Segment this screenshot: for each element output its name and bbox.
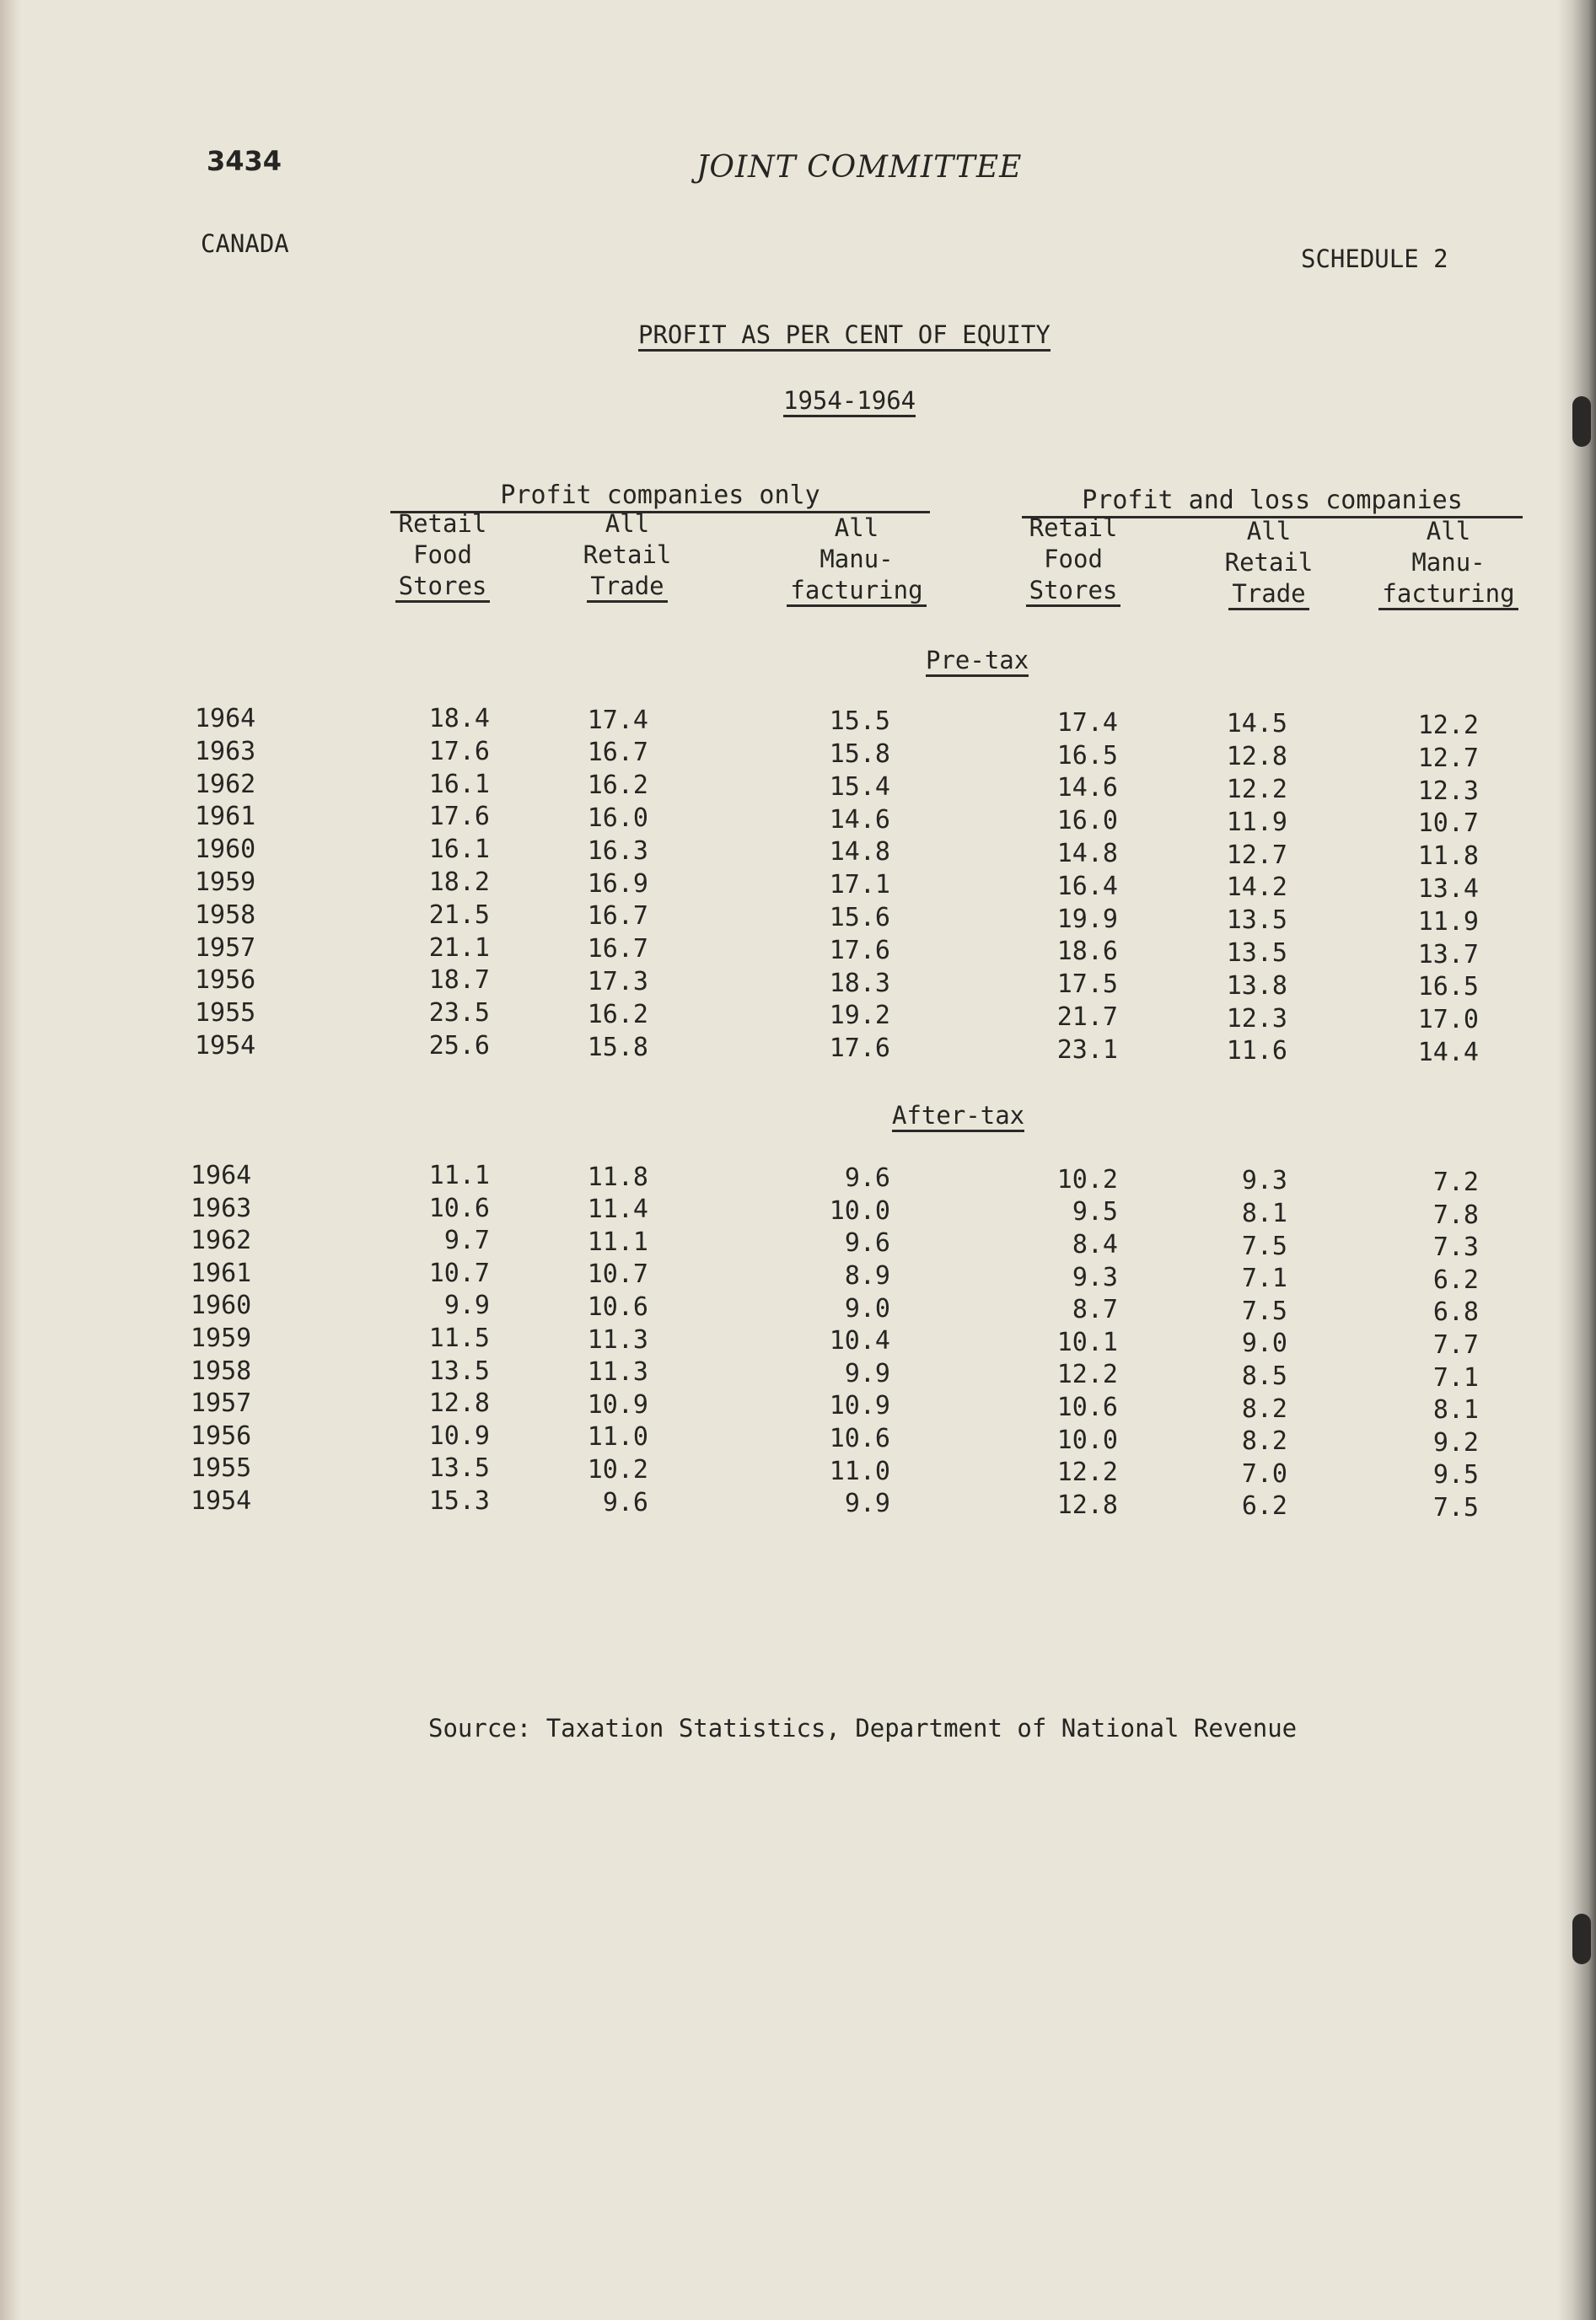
table-cell: 9.7: [443, 1226, 490, 1256]
table-cell: 7.5: [1241, 1231, 1287, 1261]
column-header-line: Trade: [1228, 579, 1309, 610]
table-cell: 15.3: [428, 1486, 490, 1516]
table-cell: 10.7: [1417, 808, 1479, 839]
table-cell: 12.7: [1226, 840, 1287, 870]
table-cell: 15.4: [829, 771, 890, 802]
table-cell: 23.5: [428, 998, 490, 1028]
column-header-line: Stores: [1026, 576, 1121, 607]
table-cell: 9.5: [1432, 1460, 1479, 1490]
column-header-line: Trade: [587, 572, 667, 603]
table-cell: 9.2: [1432, 1427, 1479, 1458]
page-edge-left: [0, 0, 22, 2320]
column-header-line: Retail: [398, 509, 487, 538]
table-cell: 18.6: [1056, 937, 1118, 967]
running-title: JOINT COMMITTEE: [696, 150, 1023, 185]
table-cell: 14.5: [1226, 709, 1287, 739]
page-number: 3434: [207, 145, 282, 177]
table-cell: 14.2: [1226, 873, 1287, 903]
column-header-1: [341, 508, 544, 603]
row-year: 1960: [195, 835, 256, 865]
source-text: Taxation Statistics, Department of National Revenue: [545, 1714, 1298, 1743]
row-year: 1957: [191, 1388, 252, 1419]
table-cell: 9.9: [844, 1489, 890, 1519]
table-cell: 17.3: [587, 967, 648, 996]
table-cell: 14.4: [1417, 1038, 1479, 1067]
table-cell: 11.0: [829, 1456, 890, 1486]
table-cell: 16.5: [1056, 740, 1118, 771]
table-cell: 16.4: [1056, 871, 1118, 901]
row-year: 1954: [191, 1486, 252, 1516]
table-cell: 7.2: [1432, 1168, 1479, 1197]
row-year: 1957: [195, 932, 256, 963]
source-label: Source:: [428, 1714, 532, 1743]
table-cell: 17.6: [428, 802, 490, 832]
table-cell: 11.5: [428, 1324, 490, 1353]
table-cell: 10.9: [587, 1389, 648, 1420]
table-cell: 10.9: [428, 1420, 490, 1451]
table-cell: 8.7: [1072, 1295, 1118, 1325]
column-header-4: [972, 513, 1174, 607]
table-cell: 10.0: [829, 1195, 890, 1226]
table-cell: 25.6: [428, 1031, 490, 1061]
table-cell: 17.4: [1056, 707, 1118, 738]
column-header-line: All: [605, 509, 650, 538]
table-cell: 6.2: [1432, 1265, 1479, 1295]
table-cell: 10.6: [1056, 1393, 1118, 1422]
table-cell: 8.2: [1241, 1426, 1287, 1457]
column-header-line: Stores: [395, 572, 491, 603]
table-cell: 17.4: [587, 705, 648, 735]
table-cell: 16.2: [587, 999, 648, 1029]
table-cell: 15.5: [829, 706, 890, 737]
table-cell: 10.4: [829, 1326, 890, 1356]
country-label: CANADA: [201, 229, 289, 258]
table-cell: 16.2: [587, 771, 648, 801]
table-cell: 12.2: [1417, 711, 1479, 740]
table-cell: 8.5: [1241, 1361, 1287, 1391]
table-cell: 21.1: [428, 932, 490, 963]
table-cell: 7.8: [1432, 1200, 1479, 1230]
table-cell: 8.4: [1072, 1230, 1118, 1259]
table-cell: 14.8: [1056, 839, 1118, 868]
column-header-line: Food: [413, 540, 472, 569]
table-cell: 17.5: [1056, 969, 1118, 1000]
table-cell: 9.9: [844, 1358, 890, 1388]
column-header-line: Retail: [583, 540, 672, 569]
table-cell: 13.5: [428, 1453, 490, 1484]
row-year: 1959: [191, 1324, 252, 1353]
table-cell: 16.7: [587, 934, 648, 964]
table-cell: 16.7: [587, 738, 648, 768]
group-profit-only: Profit companies only: [390, 481, 930, 513]
table-cell: 18.2: [428, 867, 490, 897]
group-profit-and-loss: Profit and loss companies: [1022, 486, 1523, 518]
table-cell: 11.8: [1417, 841, 1479, 872]
column-header-6: [1347, 516, 1550, 610]
table-cell: 15.8: [829, 739, 890, 769]
table-cell: 23.1: [1056, 1034, 1118, 1065]
row-year: 1964: [195, 704, 256, 733]
table-cell: 7.7: [1432, 1330, 1479, 1360]
table-cell: 10.6: [587, 1292, 648, 1322]
table-cell: 9.3: [1072, 1262, 1118, 1292]
column-header-line: facturing: [1378, 579, 1518, 610]
table-cell: 21.7: [1056, 1002, 1118, 1032]
table-cell: 7.5: [1241, 1296, 1287, 1326]
table-cell: 18.7: [428, 965, 490, 996]
binder-clip-bottom: [1572, 1914, 1591, 1964]
column-header-line: All: [834, 513, 879, 542]
table-cell: 19.9: [1056, 904, 1118, 934]
table-cell: 8.2: [1241, 1394, 1287, 1424]
section-label-pre-tax: Pre-tax: [926, 646, 1029, 677]
table-cell: 6.8: [1432, 1297, 1479, 1328]
column-header-3: [755, 513, 958, 607]
row-year: 1961: [195, 802, 256, 832]
row-year: 1956: [191, 1420, 252, 1451]
table-cell: 12.7: [1417, 743, 1479, 773]
column-header-2: [526, 508, 728, 603]
table-cell: 10.7: [587, 1259, 648, 1290]
table-cell: 6.2: [1241, 1491, 1287, 1522]
column-header-5: [1168, 516, 1370, 610]
row-year: 1961: [191, 1258, 252, 1288]
table-title: PROFIT AS PER CENT OF EQUITY: [638, 320, 1051, 352]
table-cell: 11.4: [587, 1195, 648, 1225]
table-cell: 14.8: [829, 837, 890, 867]
table-cell: 16.7: [587, 901, 648, 932]
table-cell: 8.9: [844, 1261, 890, 1291]
table-cell: 16.3: [587, 835, 648, 866]
table-cell: 13.5: [428, 1356, 490, 1386]
column-header-line: Manu-: [819, 545, 894, 573]
table-cell: 12.8: [1226, 742, 1287, 772]
column-header-line: All: [1426, 517, 1471, 545]
table-cell: 17.6: [428, 736, 490, 766]
table-cell: 10.0: [1056, 1425, 1118, 1455]
row-year: 1959: [195, 867, 256, 897]
table-cell: 13.7: [1417, 939, 1479, 969]
table-period: 1954-1964: [783, 386, 916, 417]
row-year: 1955: [191, 1453, 252, 1484]
section-label-after-tax: After-tax: [892, 1101, 1024, 1132]
table-cell: 12.8: [1056, 1490, 1118, 1520]
table-cell: 7.5: [1432, 1493, 1479, 1522]
column-header-line: Retail: [1029, 513, 1118, 542]
table-cell: 9.0: [844, 1293, 890, 1324]
column-header-line: Retail: [1224, 548, 1314, 577]
table-cell: 11.6: [1226, 1036, 1287, 1066]
row-year: 1963: [191, 1193, 252, 1223]
table-cell: 12.2: [1056, 1360, 1118, 1390]
table-cell: 11.3: [587, 1357, 648, 1388]
table-cell: 11.1: [428, 1161, 490, 1190]
table-cell: 12.2: [1056, 1458, 1118, 1488]
table-cell: 15.8: [587, 1032, 648, 1062]
table-cell: 10.6: [428, 1193, 490, 1223]
table-cell: 17.1: [829, 870, 890, 900]
table-cell: 14.6: [1056, 773, 1118, 803]
table-cell: 9.0: [1241, 1329, 1287, 1359]
table-cell: 9.6: [844, 1228, 890, 1259]
table-cell: 21.5: [428, 900, 490, 930]
table-cell: 11.3: [587, 1324, 648, 1355]
table-cell: 14.6: [829, 804, 890, 835]
table-cell: 19.2: [829, 1001, 890, 1031]
binder-clip-top: [1572, 396, 1591, 447]
table-cell: 13.5: [1226, 905, 1287, 936]
column-header-line: All: [1246, 517, 1292, 545]
table-cell: 16.0: [1056, 806, 1118, 836]
table-cell: 8.1: [1241, 1199, 1287, 1228]
table-cell: 10.2: [1056, 1164, 1118, 1195]
table-cell: 16.9: [587, 868, 648, 899]
table-cell: 17.6: [829, 935, 890, 965]
table-cell: 7.1: [1241, 1264, 1287, 1294]
table-cell: 12.8: [428, 1388, 490, 1419]
row-year: 1960: [191, 1291, 252, 1321]
table-cell: 10.2: [587, 1455, 648, 1485]
table-cell: 13.8: [1226, 970, 1287, 1001]
table-cell: 12.2: [1226, 775, 1287, 804]
table-cell: 18.4: [428, 704, 490, 733]
row-year: 1964: [191, 1161, 252, 1190]
table-cell: 16.1: [428, 769, 490, 799]
table-cell: 7.3: [1432, 1232, 1479, 1263]
table-cell: 17.6: [829, 1034, 890, 1064]
table-cell: 10.1: [1056, 1327, 1118, 1357]
table-cell: 12.3: [1226, 1003, 1287, 1034]
schedule-label: SCHEDULE 2: [1301, 244, 1448, 273]
table-cell: 13.4: [1417, 874, 1479, 904]
row-year: 1958: [195, 900, 256, 930]
table-cell: 16.1: [428, 835, 490, 865]
row-year: 1956: [195, 965, 256, 996]
table-cell: 10.7: [428, 1258, 490, 1288]
table-cell: 16.0: [587, 803, 648, 833]
table-cell: 18.3: [829, 968, 890, 998]
column-header-line: Manu-: [1411, 548, 1486, 577]
row-year: 1955: [195, 998, 256, 1028]
column-header-line: facturing: [787, 576, 926, 607]
source-line: [428, 1714, 1297, 1743]
page-edge-right: [1557, 0, 1596, 2320]
table-cell: 9.3: [1241, 1166, 1287, 1196]
row-year: 1954: [195, 1031, 256, 1061]
row-year: 1958: [191, 1356, 252, 1386]
table-cell: 16.5: [1417, 972, 1479, 1002]
table-cell: 15.6: [829, 903, 890, 932]
table-cell: 11.1: [587, 1227, 648, 1257]
table-cell: 7.0: [1241, 1458, 1287, 1489]
table-cell: 11.9: [1226, 807, 1287, 837]
table-cell: 13.5: [1226, 938, 1287, 968]
table-cell: 12.3: [1417, 776, 1479, 806]
table-cell: 11.8: [587, 1162, 648, 1192]
table-cell: 10.9: [829, 1391, 890, 1421]
column-header-line: Food: [1044, 545, 1103, 573]
row-year: 1963: [195, 736, 256, 766]
table-cell: 17.0: [1417, 1005, 1479, 1035]
row-year: 1962: [195, 769, 256, 799]
table-cell: 8.1: [1432, 1395, 1479, 1426]
table-cell: 9.6: [602, 1487, 648, 1517]
table-cell: 9.9: [443, 1291, 490, 1321]
table-cell: 9.6: [844, 1163, 890, 1194]
table-cell: 11.0: [587, 1422, 648, 1453]
row-year: 1962: [191, 1226, 252, 1256]
table-cell: 7.1: [1432, 1362, 1479, 1393]
table-cell: 11.9: [1417, 906, 1479, 937]
table-cell: 9.5: [1072, 1197, 1118, 1227]
table-cell: 10.6: [829, 1424, 890, 1453]
